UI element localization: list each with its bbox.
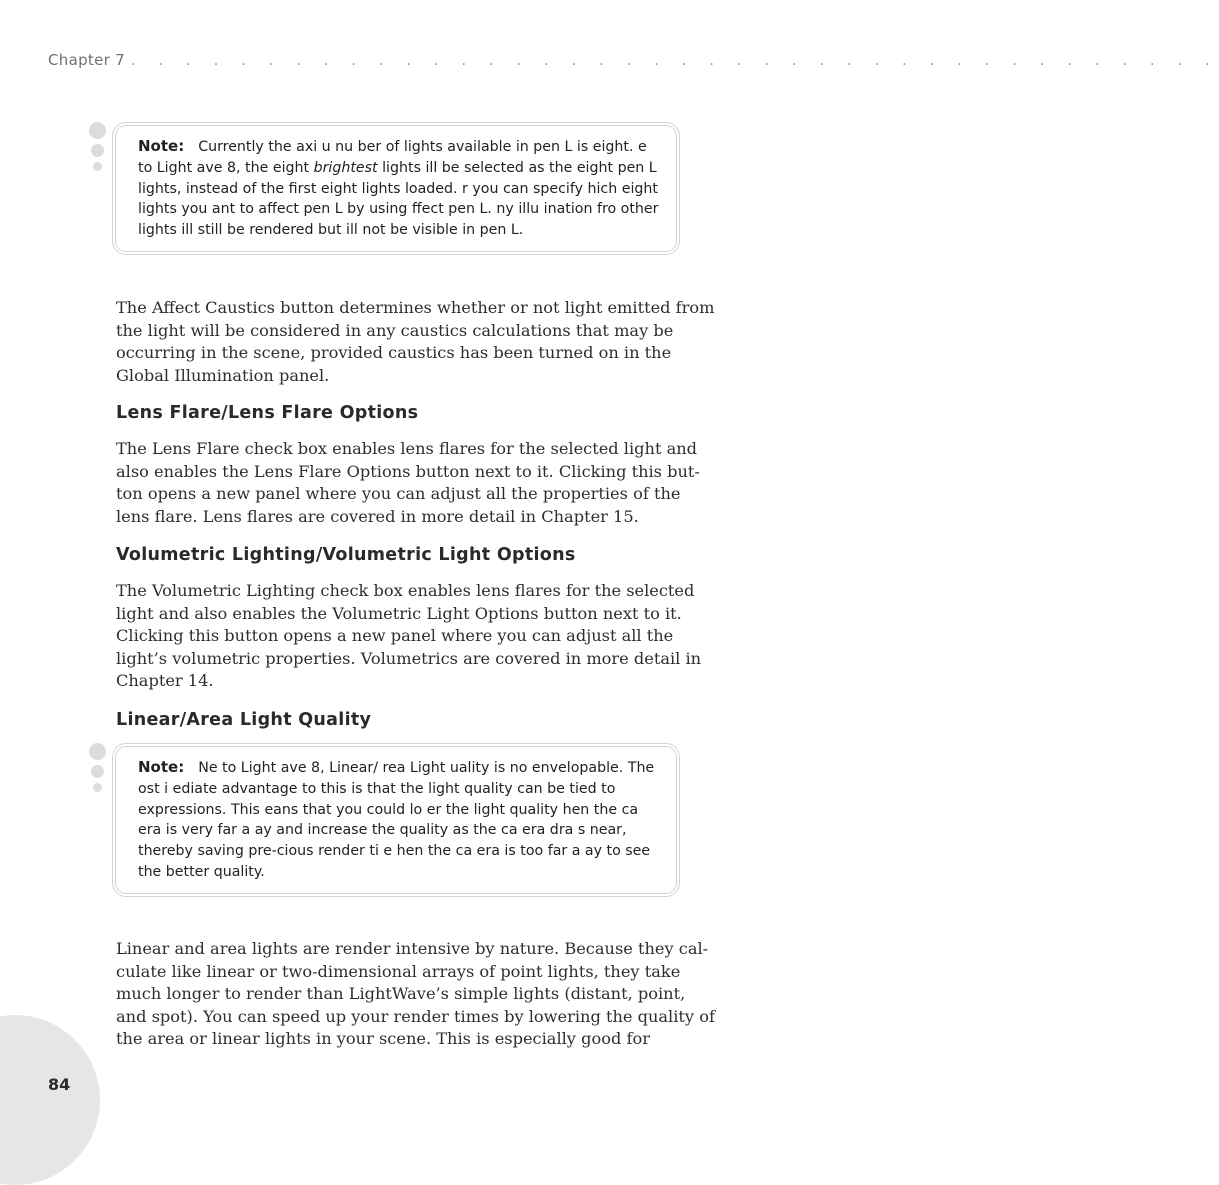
note-content xyxy=(112,743,680,897)
heading-lens-flare: Lens Flare/Lens Flare Options xyxy=(116,403,419,423)
note-box-light-quality xyxy=(86,743,680,913)
running-header xyxy=(48,51,1219,69)
paragraph-lens-flare: The Lens Flare check box enables lens flares for the selected light and also enables the Lens Flare Options button next to it. Clicking this but-ton opens a new panel where you can adjust all the properties of the lens flare. Lens flares are covered in more detail in Chapter 15. xyxy=(116,439,700,526)
page-corner-decoration xyxy=(0,1015,100,1185)
note-label: Note: xyxy=(138,758,185,776)
note-bullet-icon xyxy=(86,122,108,176)
paragraph-volumetric: The Volumetric Lighting check box enables lens flares for the selected light and also enables the Volumetric Light Options button next to it. Clicking this button opens a new panel where you can adjust all the light’s volumetric properties. Volumetrics are covered in more detail in Chapter 14. xyxy=(116,581,702,691)
heading-linear-area: Linear/Area Light Quality xyxy=(116,710,372,730)
note-text-part-a: Currently the axi u nu ber of lights available in pen L is eight. e to Light ave 8, the eight xyxy=(138,139,647,176)
chapter-label: Chapter 7 xyxy=(48,51,125,69)
paragraph-render-intensive: Linear and area lights are render intensive by nature. Because they cal-culate like linear or two-dimensional arrays of point lights, they take much longer to render than LightWave’s simple lights (distant, point, and spot). You can speed up your render times by lowering the quality of the area or linear lights in your scene. This is especially good for xyxy=(116,939,715,1049)
note-content xyxy=(112,122,680,255)
note-text-part-b: lights ill be selected as the eight pen L lights, instead of the first eight lights loaded. r you can specify hich eight lights you ant to affect pen L by using ffect pen L. ny illu ination fro other lights ill still be rendered but ill not be visible in pen L. xyxy=(138,159,659,239)
heading-volumetric: Volumetric Lighting/Volumetric Light Options xyxy=(116,545,576,565)
leader-dots: . . . . . . . . . . . . . . . . . . . . . . . . . . . . . . . . . . . . . . . . xyxy=(130,51,1219,69)
note-text-emphasis: brightest xyxy=(313,159,378,176)
note-box-opengl xyxy=(86,122,680,272)
note-text: Ne to Light ave 8, Linear/ rea Light uality is no envelopable. The ost i ediate advantage to this is that the light quality can be tied to expressions. This eans that you could lo er the light quality hen the ca era is very far a ay and increase the quality as the ca era dra s near, thereby saving pre-cious render ti e hen the ca era is too far a ay to see the better quality. xyxy=(138,760,655,880)
note-label: Note: xyxy=(138,137,185,155)
note-bullet-icon xyxy=(86,743,108,797)
page-number: 84 xyxy=(48,1075,71,1094)
paragraph-affect-caustics: The Affect Caustics button determines whether or not light emitted from the light will be considered in any caustics calculations that may be occurring in the scene, provided caustics has been turned on in the Global Illumination panel. xyxy=(116,298,715,385)
